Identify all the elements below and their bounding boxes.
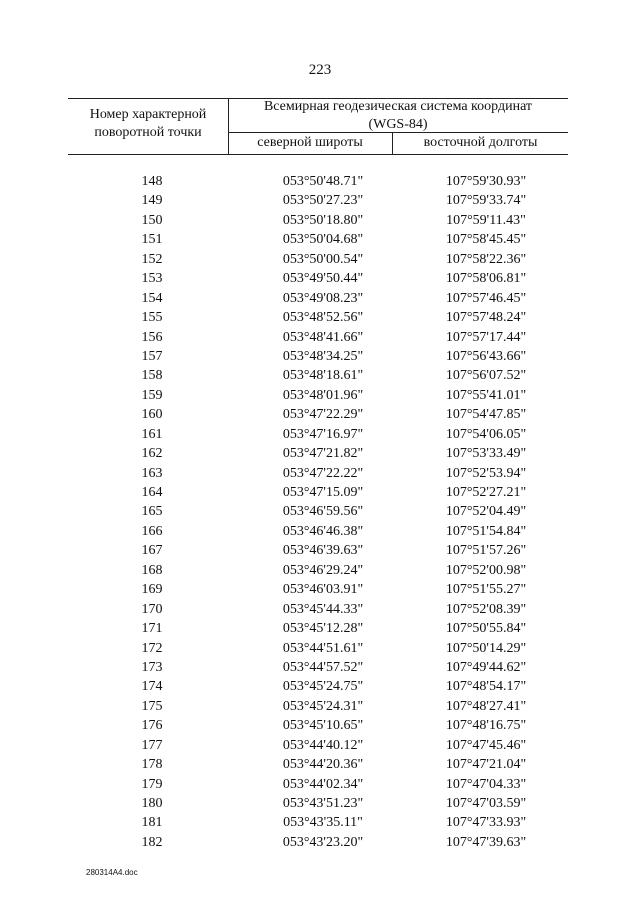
coordinate-system-header-line1: Всемирная геодезическая система координат — [263, 99, 533, 114]
table-row — [0, 405, 640, 424]
point-number-cell: 152 — [141, 251, 163, 267]
latitude-cell: 053°43'35.11" — [283, 815, 363, 831]
longitude-cell: 107°47'21.04" — [445, 757, 527, 773]
table-row — [0, 211, 640, 230]
table-row — [0, 600, 640, 619]
point-number-cell: 176 — [141, 718, 163, 734]
latitude-cell: 053°43'23.20" — [282, 834, 364, 850]
table-row — [0, 619, 640, 638]
point-number-cell: 172 — [141, 640, 163, 656]
table-row — [0, 580, 640, 599]
point-number-cell: 149 — [141, 193, 163, 209]
table-row — [0, 347, 640, 366]
latitude-cell: 053°49'08.23" — [282, 290, 364, 306]
table-row — [0, 716, 640, 735]
longitude-cell: 107°51'54.84" — [445, 523, 527, 539]
longitude-cell: 107°57'46.45" — [445, 290, 527, 306]
table-row — [0, 639, 640, 658]
latitude-cell: 053°45'12.28" — [282, 621, 364, 637]
table-row — [0, 230, 640, 249]
latitude-cell: 053°47'21.82" — [282, 446, 364, 462]
point-number-cell: 150 — [141, 212, 163, 228]
latitude-cell: 053°47'15.09" — [282, 485, 364, 500]
longitude-cell: 107°58'06.81" — [445, 271, 527, 287]
longitude-cell: 107°59'30.93" — [445, 174, 527, 189]
table-row — [0, 794, 640, 813]
latitude-cell: 053°50'00.54" — [282, 251, 364, 267]
latitude-cell: 053°50'27.23" — [282, 193, 364, 209]
latitude-cell: 053°45'24.75" — [282, 679, 364, 695]
point-number-header — [68, 106, 228, 142]
point-number-cell: 167 — [141, 543, 163, 559]
coordinates-table-body — [0, 172, 640, 852]
latitude-cell: 053°50'18.80" — [282, 212, 364, 228]
table-row — [0, 289, 640, 308]
table-row — [0, 308, 640, 327]
point-number-cell: 156 — [141, 329, 163, 345]
point-number-cell: 173 — [141, 659, 163, 675]
longitude-cell: 107°59'11.43" — [446, 212, 526, 228]
page-number: 223 — [308, 62, 332, 78]
table-row — [0, 755, 640, 774]
latitude-cell: 053°46'39.63" — [282, 543, 364, 559]
table-row — [0, 658, 640, 677]
table-row — [0, 269, 640, 288]
point-number-cell: 160 — [141, 407, 163, 423]
latitude-cell: 053°44'51.61" — [282, 640, 364, 656]
longitude-cell: 107°47'45.46" — [445, 737, 527, 753]
coordinate-system-header — [228, 98, 568, 134]
point-number-cell: 175 — [141, 698, 163, 714]
latitude-cell: 053°48'52.56" — [282, 310, 364, 326]
point-number-cell: 169 — [141, 582, 163, 598]
longitude-cell: 107°53'33.49" — [445, 446, 527, 462]
point-number-cell: 155 — [141, 310, 163, 326]
longitude-cell: 107°56'07.52" — [445, 368, 527, 384]
point-number-cell: 162 — [141, 446, 163, 462]
table-row — [0, 444, 640, 463]
point-number-cell: 166 — [141, 523, 163, 539]
header-bottom-rule — [68, 154, 568, 155]
latitude-cell: 053°45'10.65" — [282, 718, 364, 734]
latitude-cell: 053°43'51.23" — [282, 796, 364, 811]
table-row — [0, 366, 640, 385]
latitude-cell: 053°44'57.52" — [282, 659, 364, 675]
longitude-cell: 107°52'27.21" — [445, 485, 527, 500]
table-row — [0, 775, 640, 794]
latitude-cell: 053°46'59.56" — [282, 504, 364, 520]
latitude-cell: 053°47'16.97" — [282, 426, 364, 442]
longitude-cell: 107°54'47.85" — [445, 407, 527, 423]
longitude-cell: 107°52'53.94" — [445, 465, 527, 481]
point-number-header-line2: поворотной точки — [94, 125, 202, 140]
longitude-cell: 107°54'06.05" — [445, 426, 527, 442]
point-number-cell: 177 — [141, 737, 163, 753]
table-row — [0, 697, 640, 716]
point-number-cell: 163 — [141, 465, 163, 481]
point-number-header-line1: Номер характерной — [89, 107, 207, 122]
file-name-footer: 280314A4.doc — [86, 868, 138, 877]
longitude-cell: 107°47'33.93" — [445, 815, 527, 831]
table-row — [0, 736, 640, 755]
latitude-cell: 053°44'02.34" — [282, 776, 364, 792]
point-number-cell: 182 — [141, 834, 163, 850]
longitude-cell: 107°52'00.98" — [445, 562, 527, 578]
longitude-cell: 107°56'43.66" — [445, 348, 527, 364]
longitude-cell: 107°57'48.24" — [445, 310, 527, 326]
table-row — [0, 541, 640, 560]
point-number-cell: 148 — [141, 174, 163, 189]
table-header — [68, 98, 568, 154]
latitude-cell: 053°45'44.33" — [282, 601, 364, 617]
point-number-cell: 159 — [141, 387, 163, 403]
point-number-cell: 171 — [141, 621, 163, 637]
table-row — [0, 561, 640, 580]
point-number-cell: 168 — [141, 562, 163, 578]
latitude-cell: 053°44'20.36" — [282, 757, 364, 773]
table-row — [0, 677, 640, 696]
table-row — [0, 483, 640, 502]
table-row — [0, 522, 640, 541]
longitude-cell: 107°47'04.33" — [445, 776, 527, 792]
point-number-cell: 164 — [141, 485, 163, 500]
table-row — [0, 386, 640, 405]
latitude-cell: 053°50'04.68" — [282, 232, 364, 248]
latitude-cell: 053°46'03.91" — [282, 582, 364, 598]
table-row — [0, 172, 640, 191]
point-number-cell: 154 — [141, 290, 163, 306]
table-row — [0, 425, 640, 444]
point-number-cell: 157 — [141, 348, 163, 364]
point-number-cell: 178 — [141, 757, 163, 773]
longitude-cell: 107°48'54.17" — [445, 679, 527, 695]
latitude-cell: 053°44'40.12" — [282, 737, 364, 753]
table-row — [0, 502, 640, 521]
latitude-cell: 053°47'22.22" — [282, 465, 364, 481]
point-number-cell: 174 — [141, 679, 163, 695]
latitude-cell: 053°46'29.24" — [282, 562, 364, 578]
longitude-cell: 107°50'14.29" — [445, 640, 527, 656]
point-number-cell: 165 — [141, 504, 163, 520]
table-row — [0, 813, 640, 832]
coordinate-system-header-line2: (WGS-84) — [368, 117, 428, 132]
latitude-cell: 053°48'34.25" — [282, 348, 364, 364]
longitude-cell: 107°59'33.74" — [445, 193, 527, 209]
latitude-cell: 053°49'50.44" — [282, 271, 364, 287]
longitude-header: восточной долготы — [423, 135, 538, 150]
table-row — [0, 191, 640, 210]
longitude-cell: 107°47'03.59" — [445, 796, 527, 811]
longitude-cell: 107°51'57.26" — [445, 543, 527, 559]
longitude-cell: 107°48'16.75" — [445, 718, 527, 734]
longitude-cell: 107°52'08.39" — [445, 601, 527, 617]
longitude-cell: 107°48'27.41" — [445, 698, 527, 714]
latitude-cell: 053°47'22.29" — [282, 407, 364, 423]
latitude-cell: 053°48'01.96" — [282, 387, 364, 403]
table-row — [0, 464, 640, 483]
point-number-cell: 153 — [141, 271, 163, 287]
point-number-cell: 179 — [141, 776, 163, 792]
table-row — [0, 833, 640, 852]
longitude-cell: 107°55'41.01" — [445, 387, 527, 403]
point-number-cell: 158 — [141, 368, 163, 384]
point-number-cell: 170 — [141, 601, 163, 617]
longitude-cell: 107°57'17.44" — [445, 329, 527, 345]
table-row — [0, 250, 640, 269]
latitude-cell: 053°48'41.66" — [282, 329, 364, 345]
longitude-cell: 107°49'44.62" — [445, 659, 527, 675]
latitude-cell: 053°45'24.31" — [282, 698, 364, 714]
point-number-cell: 181 — [141, 815, 163, 831]
longitude-cell: 107°50'55.84" — [445, 621, 527, 637]
longitude-cell: 107°58'45.45" — [445, 232, 527, 248]
longitude-cell: 107°52'04.49" — [445, 504, 527, 520]
latitude-cell: 053°46'46.38" — [282, 523, 364, 539]
point-number-cell: 151 — [141, 232, 163, 248]
latitude-cell: 053°48'18.61" — [282, 368, 364, 384]
longitude-cell: 107°58'22.36" — [445, 251, 527, 267]
point-number-cell: 161 — [141, 426, 163, 442]
latitude-cell: 053°50'48.71" — [282, 174, 364, 189]
table-row — [0, 328, 640, 347]
longitude-cell: 107°47'39.63" — [445, 834, 527, 850]
point-number-cell: 180 — [141, 796, 163, 811]
latitude-header: северной широты — [257, 135, 363, 150]
longitude-cell: 107°51'55.27" — [445, 582, 527, 598]
